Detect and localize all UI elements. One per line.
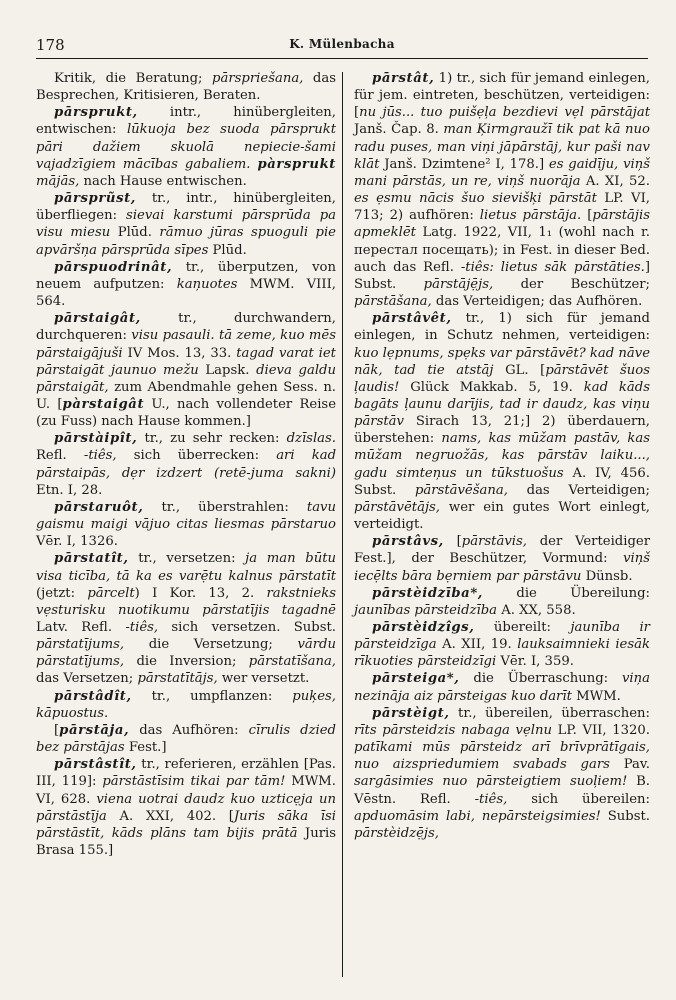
definition-text: das Besprechen, Kritisieren, Beraten. <box>36 71 337 104</box>
example-text: ari kad pārstaipās, dẹr izdzert (retē-juma sakni) <box>36 448 337 481</box>
example-text: lūkuoja bez suoda pārsprukt pāri dažiem skuolā nepiecie-šami vajadzīgiem mācības gabaliem. <box>36 122 336 172</box>
headword: pārstâvs, <box>372 534 444 550</box>
example-text: Juris sāka īsi pārstāstīt, kāds plāns tam bijis prātā <box>36 808 336 841</box>
definition-text: Glück Makkab. 5, 19. <box>399 379 584 395</box>
example-text: viņš iecẹ̄lts bāra bẹrniem par pārstāvu <box>354 551 650 584</box>
definition-text: wer versetzt. <box>217 671 310 687</box>
example-text: ja man būtu visa ticība, tā ka es varẹ̄tu kalnus pārstatīt <box>36 551 336 584</box>
headword: pàrstaigât <box>62 396 145 412</box>
headword: pārstâstît, <box>54 757 137 773</box>
headword: pàrsprukt <box>257 156 336 172</box>
example-text: pārstatījums, <box>36 637 125 653</box>
left-entry <box>36 756 336 859</box>
definition-text: das Versetzen; <box>36 671 138 687</box>
right-entry <box>354 310 650 533</box>
example-text: kad kāds bagāts ļaunu darījis, tad ir daudz, kas viņu pārstāv <box>354 379 650 430</box>
definition-text: ) I Kor. 13, 2. <box>134 585 267 601</box>
definition-text: A. XXI, 402. [ <box>106 808 234 824</box>
example-text: dievа galdu pārstaigāt, <box>36 362 336 395</box>
right-entry <box>354 705 650 842</box>
definition-text: Juris Brasa 155.] <box>36 825 337 859</box>
example-text: puķes, kāpuostus. <box>36 688 336 721</box>
definition-text: Plūd. <box>110 225 160 241</box>
headword: pārstatît, <box>54 551 129 567</box>
definition-text: [ <box>443 534 462 550</box>
definition-text: tr., überstrahlen: <box>143 499 307 515</box>
left-entry <box>36 190 336 259</box>
example-text: viņa nezināja aiz pārsteigas kuo darīt <box>354 671 650 704</box>
example-text: jaunība ir pārsteidzīga <box>354 620 650 653</box>
example-text: pārstatīšana, <box>248 654 336 670</box>
example-text: tavu gaismu maigi vājuo citas liesmas pārstaruo <box>36 499 336 533</box>
definition-text: ] Subst. <box>354 259 650 292</box>
headword: pārstèidzība*, <box>372 585 484 601</box>
example-text: nams, kas mūžam pastāv, kas mūžam negruožās, kas pārstāv laiku..., gadu simteņus un tūkstuošus <box>354 431 651 481</box>
left-entry <box>36 310 336 430</box>
definition-text: tr., intr., hinübergleiten, überfliegen: <box>36 191 336 224</box>
example-text: kuo lẹpnums, spẹks var pārstāvēt? kad nāve nāk, tad tie atstāj <box>354 345 650 378</box>
definition-text: B. Vēstn. Refl. <box>354 774 650 807</box>
definition-text: das Verteidigen; <box>507 482 650 498</box>
example-text: man Ķirmgraužī tik pat kā nuo radu puses, man viņi jāpārstāj, kur paši nav klāt <box>354 122 650 172</box>
definition-text: der Beschützer; <box>493 276 651 292</box>
example-text: cīrulis dzied bez pārstājas <box>36 722 336 756</box>
definition-text: die Versetzung; <box>124 637 298 653</box>
definition-text: tr., überputzen, von neuem aufputzen: <box>36 259 336 292</box>
headword: pārstaruôt, <box>54 499 144 515</box>
definition-text: Vēr. I, 359. <box>496 654 574 670</box>
example-text: viena uotrai daudz kuo uzticẹja un pārstāstīja <box>36 791 336 824</box>
definition-text: A. XII, 19. <box>436 637 518 653</box>
example-text: pārstāvis, <box>461 534 527 550</box>
definition-text: Dünsb. <box>581 568 633 584</box>
example-text: apduomāsim labi, nepārsteigsimies! <box>354 808 601 824</box>
example-text: pārstāvēt šuos ļaudis! <box>354 362 650 395</box>
left-entry <box>36 688 336 722</box>
definition-text: Janš. Dzimtene² I, 178.] <box>379 156 549 172</box>
definition-text: tr., umpflanzen: <box>131 688 293 704</box>
definition-text: die Inversion; <box>124 654 249 670</box>
example-text: es gaidīju, viņš mani pārstās, un re, viņš nuorāja <box>354 156 650 189</box>
definition-text: Lapsk. <box>198 362 257 378</box>
page-header <box>36 30 648 59</box>
example-text: pārstèidzẹ̄js, <box>354 825 439 841</box>
definition-text: zum Abendmahle gehen Sess. n. U. [ <box>36 379 336 412</box>
headword: pārsprukt, <box>54 105 138 121</box>
example-text: es ẹsmu nācis šuo sievišķi pārstāt <box>354 191 597 207</box>
headword: pārsprũst, <box>54 191 137 207</box>
page-number: 178 <box>36 36 65 54</box>
definition-text: Refl. <box>36 448 84 464</box>
definition-text: GL. [ <box>493 362 546 378</box>
definition-text: Latv. Refl. <box>36 620 126 635</box>
definition-text: Kritik, die Beratung; <box>54 71 213 86</box>
definition-text: sich übereilen: <box>507 791 650 807</box>
example-text: mājās, <box>36 173 80 189</box>
example-text: -tiês, <box>83 448 117 464</box>
example-text: pārstāvēšana, <box>414 482 508 498</box>
definition-text: tr., 1) sich für jemand einlegen, in Schutz nehmen, verteidigen: <box>354 311 650 344</box>
headword: pārstàipît, <box>54 431 138 447</box>
example-text: dzīslas. <box>286 431 336 447</box>
definition-text: wer ein gutes Wort einlegt, verteidigt. <box>354 499 650 533</box>
left-entry <box>36 259 336 310</box>
definition-text: A. IV, 456. Subst. <box>354 465 650 498</box>
left-entry <box>36 550 336 687</box>
definition-text: der Verteidiger Fest.], der Beschützer, Vormund: <box>354 534 650 567</box>
example-text: vārdu pārstatījums, <box>36 637 336 670</box>
example-text: rīts pārsteidzis nabaga vẹlnu <box>354 722 553 738</box>
definition-text: tr., versetzen: <box>128 551 246 567</box>
left-entry <box>36 104 336 190</box>
definition-text: [ <box>54 722 60 738</box>
headword: pārstâdît, <box>54 688 132 704</box>
example-text: jaunības pārsteidzība <box>354 602 498 618</box>
definition-text: MWM. VIII, 564. <box>36 276 336 310</box>
headword: pārstèidzîgs, <box>372 620 475 635</box>
definition-text: MWM. VI, 628. <box>36 774 336 807</box>
definition-text: das Verteidigen; das Aufhören. <box>431 294 643 310</box>
definition-text: Etn. I, 28. <box>36 482 103 498</box>
definition-text: tr., referieren, erzählen [Pas. III, 119]: <box>36 757 336 790</box>
definition-text: tr., zu sehr recken: <box>137 431 287 447</box>
headword: pārstât, <box>372 71 435 86</box>
definition-text: [ <box>581 208 593 224</box>
definition-text: Janš. Čap. 8. <box>354 122 444 138</box>
example-text: sievai karstumi pārsprūda pa visu miesu <box>36 208 336 241</box>
headword: pārsteiga*, <box>372 671 460 687</box>
definition-text: Vēr. I, 1326. <box>36 534 118 550</box>
example-text: kaņuotes <box>176 276 238 292</box>
definition-text: intr., hinübergleiten, entwischen: <box>36 105 336 138</box>
right-entry <box>354 619 650 670</box>
definition-text: (jetzt: <box>36 585 88 601</box>
definition-text: Fest.] <box>124 740 167 756</box>
definition-text: sich überrecken: <box>116 448 277 464</box>
definition-text: übereilt: <box>474 620 571 635</box>
example-text: rakstnieks vẹsturisku nuotikumu pārstatījis tagadnē <box>36 585 336 618</box>
definition-text: die Übereilung: <box>483 585 650 601</box>
example-text: lietus pārstāja. <box>479 208 582 224</box>
definition-text: LP. VII, 1320. <box>552 722 650 738</box>
definition-text: das Aufhören: <box>129 722 249 738</box>
example-text: rāmuo jūras spuoguli pie apvāršņa pārsprūda sīpes <box>36 225 336 258</box>
headword: pārspuodrinât, <box>54 259 173 275</box>
definition-text: Plūd. <box>208 242 247 258</box>
definition-text: A. XX, 558. <box>497 602 576 618</box>
definition-text: tr., durchwandern, durchqueren: <box>36 311 336 344</box>
definition-text: IV Mos. 13, 33. <box>122 345 237 361</box>
example-text: nu jūs... tuo puišẹļa bezdievi vẹl pārstājat <box>359 105 650 121</box>
example-text: patīkami mūs pārsteidz arī brīvprātīgais, nuo aizspriedumiem svabads gars <box>354 740 650 773</box>
headword: pārstèigt, <box>372 705 450 721</box>
example-text: pārspriešana, <box>212 71 304 86</box>
definition-text: sich versetzen. Subst. <box>158 620 336 635</box>
headword: pārstâvêt, <box>372 311 452 327</box>
left-entry <box>36 722 336 756</box>
example-text: pārstājis apmeklēt <box>354 208 650 241</box>
definition-text: A. XI, 52. <box>580 173 650 189</box>
definition-text: Sirach 13, 21;] 2) überdauern, überstehen: <box>354 414 650 447</box>
example-text: -tiês, <box>474 791 508 807</box>
right-column <box>354 70 650 842</box>
example-text: pārstatītājs, <box>137 671 218 687</box>
definition-text: LP. VI, 713; 2) aufhören: <box>354 191 650 224</box>
right-entry <box>354 70 650 310</box>
definition-text: 1) tr., sich für jemand einlegen, für jem. eintreten, beschützen, verteidigen: [ <box>354 71 650 121</box>
definition-text: tr., übereilen, überraschen: <box>449 705 650 721</box>
definition-text: U., nach vollendeter Reise (zu Fuss) nach Hause kommen.] <box>36 396 336 430</box>
right-entry <box>354 533 650 584</box>
example-text: pārcelt <box>87 585 135 601</box>
definition-text: Pav. <box>609 757 650 773</box>
definition-text: nach Hause entwischen. <box>79 173 247 189</box>
headword: pārstaigât, <box>54 311 141 327</box>
column-divider <box>342 72 343 977</box>
example-text: visu pasauli. tā zeme, kuo mēs pārstaigājuši <box>36 328 336 361</box>
left-entry <box>36 70 336 104</box>
example-text: pārstāstīsim tikai par tām! <box>102 774 286 790</box>
definition-text: die Überraschung: <box>459 671 622 687</box>
left-column <box>36 70 336 859</box>
definition-text: Latg. 1922, VII, 1₁ (wohl nach r. перестал посещать); in Fest. in dieser Bed. auch das Refl. <box>354 225 650 275</box>
left-entry <box>36 499 336 550</box>
example-text: pārstāšana, <box>354 294 432 310</box>
right-entry <box>354 670 650 704</box>
definition-text: Subst. <box>600 808 650 824</box>
running-head: K. Mülenbacha <box>289 37 395 51</box>
example-text: tagad varat iet pārstaigāt jaunuo mežu <box>36 345 336 378</box>
headword: pārstāja, <box>59 722 130 738</box>
example-text: -tiês: lietus sāk pārstāties. <box>460 259 645 275</box>
example-text: pārstāvētājs, <box>354 499 441 515</box>
left-entry <box>36 430 336 499</box>
example-text: pārstājẹ̄js, <box>423 276 494 292</box>
right-entry <box>354 585 650 619</box>
example-text: lauksaimnieki iesāk rīkuoties pārsteidzīgi <box>354 637 650 670</box>
example-text: sargāsimies nuo pārsteigtiem suoļiem! <box>354 774 628 790</box>
definition-text: MWM. <box>571 688 621 704</box>
example-text: -tiês, <box>125 620 159 635</box>
